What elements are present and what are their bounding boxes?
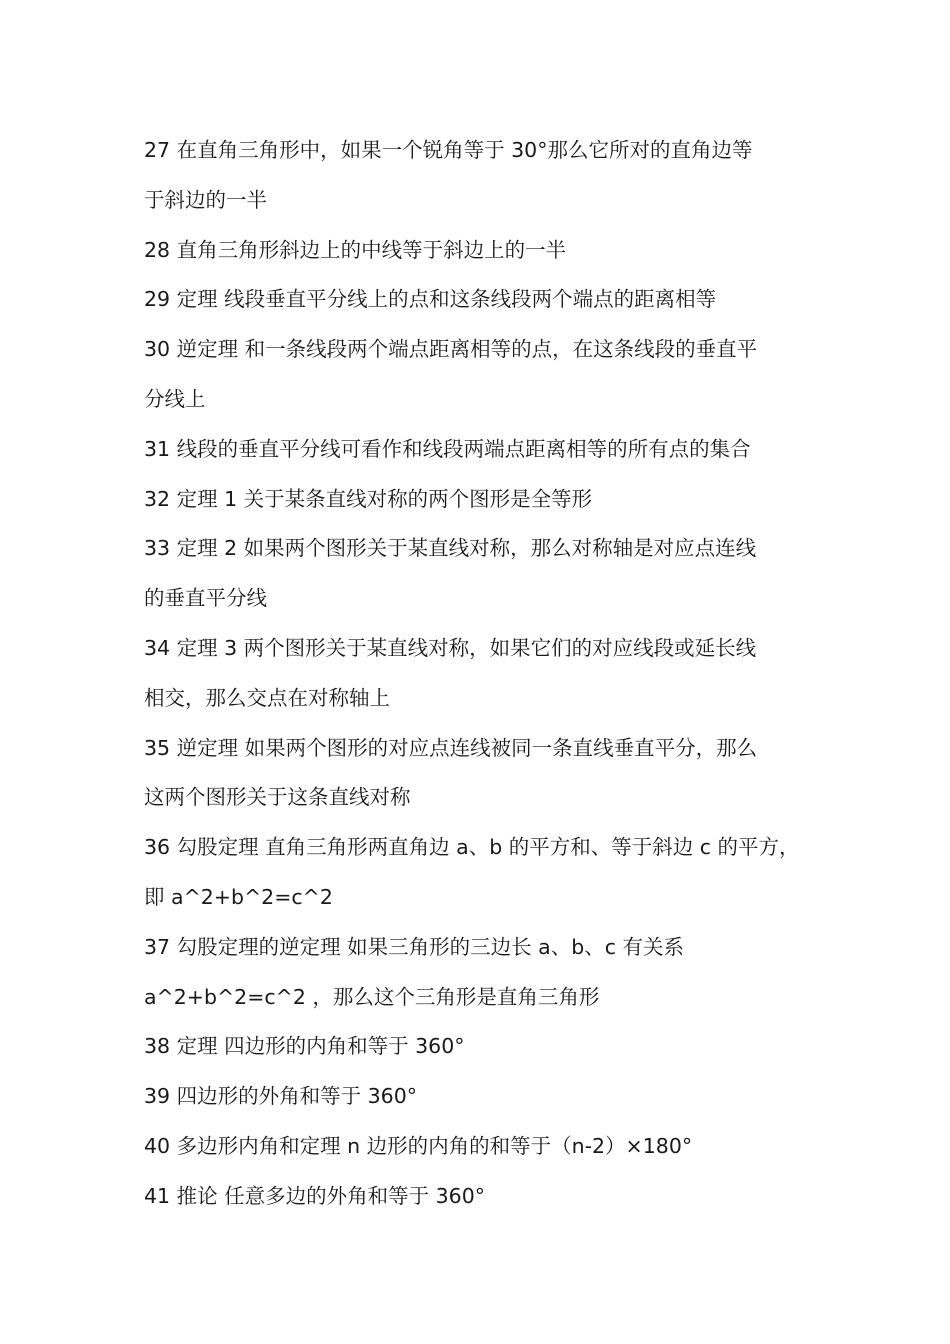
text-line-12: 相交，那么交点在对称轴上 (144, 685, 390, 710)
text-line-19: 38 定理 四边形的内角和等于 360° (144, 1034, 465, 1059)
text-line-14: 这两个图形关于这条直线对称 (144, 785, 411, 810)
text-line-22: 41 推论 任意多边的外角和等于 360° (144, 1183, 486, 1208)
text-line-11: 34 定理 3 两个图形关于某直线对称，如果它们的对应线段或延长线 (144, 635, 757, 660)
text-line-4: 29 定理 线段垂直平分线上的点和这条线段两个端点的距离相等 (144, 287, 717, 312)
text-line-6: 分线上 (144, 386, 206, 411)
text-line-2: 于斜边的一半 (144, 187, 267, 212)
text-line-5: 30 逆定理 和一条线段两个端点距离相等的点，在这条线段的垂直平 (144, 337, 758, 362)
text-line-7: 31 线段的垂直平分线可看作和线段两端点距离相等的所有点的集合 (144, 436, 751, 461)
document-body (144, 126, 834, 1222)
text-line-1: 27 在直角三角形中，如果一个锐角等于 30°那么它所对的直角边等 (144, 138, 753, 162)
text-line-10: 的垂直平分线 (144, 586, 267, 611)
text-line-9: 33 定理 2 如果两个图形关于某直线对称，那么对称轴是对应点连线 (144, 536, 757, 561)
text-line-18: a^2+b^2=c^2 ，那么这个三角形是直角三角形 (144, 984, 600, 1009)
text-line-20: 39 四边形的外角和等于 360° (144, 1084, 417, 1109)
text-line-16: 即 a^2+b^2=c^2 (144, 884, 333, 909)
text-line-17: 37 勾股定理的逆定理 如果三角形的三边长 a、b、c 有关系 (144, 934, 684, 959)
text-line-21: 40 多边形内角和定理 n 边形的内角的和等于（n-2）×180° (144, 1133, 693, 1158)
text-line-13: 35 逆定理 如果两个图形的对应点连线被同一条直线垂直平分，那么 (144, 735, 758, 760)
text-line-3: 28 直角三角形斜边上的中线等于斜边上的一半 (144, 237, 567, 262)
text-line-8: 32 定理 1 关于某条直线对称的两个图形是全等形 (144, 486, 593, 511)
text-line-15: 36 勾股定理 直角三角形两直角边 a、b 的平方和、等于斜边 c 的平方， (144, 835, 800, 860)
